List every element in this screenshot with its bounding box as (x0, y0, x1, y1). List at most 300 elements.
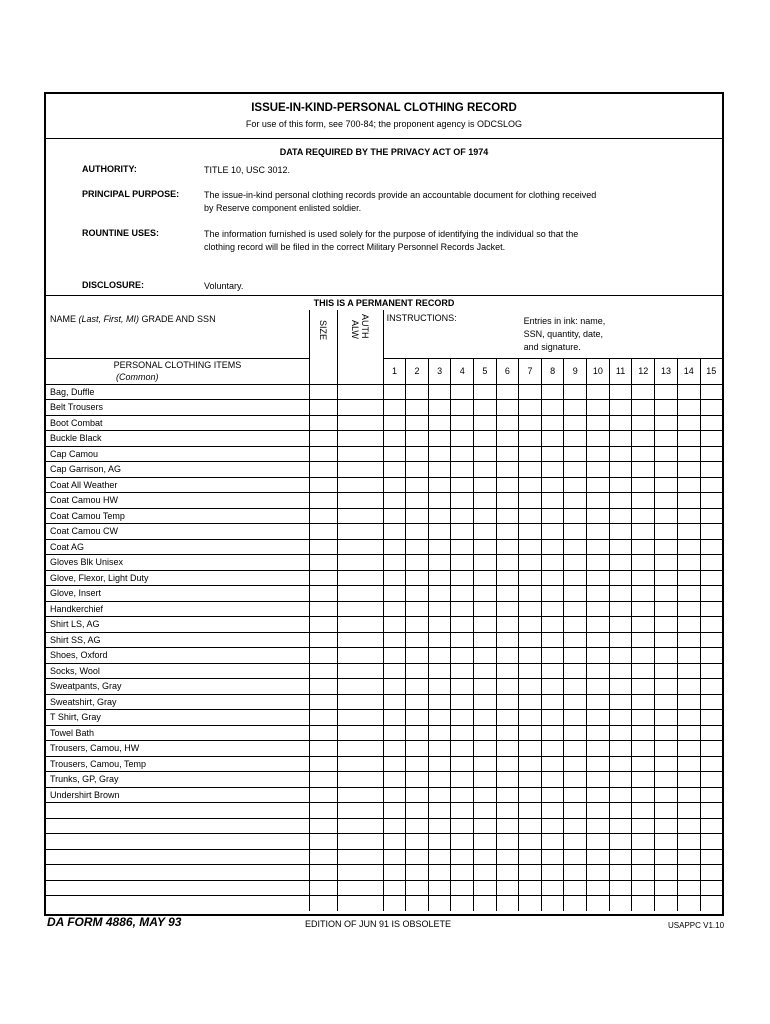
size-cell[interactable] (309, 586, 337, 602)
issue-cell[interactable] (428, 570, 451, 586)
auth-alw-cell[interactable] (337, 818, 383, 834)
size-cell[interactable] (309, 648, 337, 664)
issue-cell[interactable] (564, 880, 587, 896)
issue-cell[interactable] (496, 539, 519, 555)
size-cell[interactable] (309, 601, 337, 617)
issue-cell[interactable] (474, 803, 497, 819)
issue-cell[interactable] (451, 555, 474, 571)
issue-cell[interactable] (564, 524, 587, 540)
issue-cell[interactable] (541, 431, 564, 447)
issue-cell[interactable] (406, 849, 429, 865)
issue-cell[interactable] (587, 818, 610, 834)
issue-cell[interactable] (587, 648, 610, 664)
issue-cell[interactable] (383, 787, 406, 803)
issue-cell[interactable] (519, 524, 542, 540)
size-cell[interactable] (309, 849, 337, 865)
size-cell[interactable] (309, 772, 337, 788)
auth-alw-cell[interactable] (337, 431, 383, 447)
issue-cell[interactable] (655, 539, 678, 555)
size-cell[interactable] (309, 896, 337, 911)
auth-alw-cell[interactable] (337, 710, 383, 726)
issue-cell[interactable] (700, 462, 722, 478)
issue-cell[interactable] (609, 601, 632, 617)
issue-cell[interactable] (609, 617, 632, 633)
issue-cell[interactable] (609, 865, 632, 881)
issue-cell[interactable] (406, 400, 429, 416)
issue-cell[interactable] (541, 803, 564, 819)
issue-cell[interactable] (496, 524, 519, 540)
issue-cell[interactable] (406, 617, 429, 633)
issue-cell[interactable] (632, 400, 655, 416)
issue-cell[interactable] (519, 477, 542, 493)
issue-cell[interactable] (564, 663, 587, 679)
issue-cell[interactable] (474, 555, 497, 571)
issue-cell[interactable] (383, 555, 406, 571)
issue-cell[interactable] (587, 462, 610, 478)
auth-alw-cell[interactable] (337, 694, 383, 710)
issue-cell[interactable] (451, 493, 474, 509)
issue-cell[interactable] (451, 834, 474, 850)
issue-cell[interactable] (587, 524, 610, 540)
size-cell[interactable] (309, 524, 337, 540)
issue-cell[interactable] (383, 462, 406, 478)
issue-cell[interactable] (700, 446, 722, 462)
issue-cell[interactable] (609, 756, 632, 772)
issue-cell[interactable] (632, 384, 655, 400)
issue-cell[interactable] (383, 384, 406, 400)
issue-cell[interactable] (564, 725, 587, 741)
issue-cell[interactable] (677, 446, 700, 462)
issue-cell[interactable] (587, 493, 610, 509)
issue-cell[interactable] (496, 772, 519, 788)
issue-cell[interactable] (541, 663, 564, 679)
issue-cell[interactable] (451, 849, 474, 865)
issue-cell[interactable] (609, 384, 632, 400)
issue-cell[interactable] (496, 679, 519, 695)
issue-cell[interactable] (655, 663, 678, 679)
issue-cell[interactable] (496, 880, 519, 896)
issue-cell[interactable] (564, 555, 587, 571)
issue-cell[interactable] (655, 741, 678, 757)
issue-cell[interactable] (700, 725, 722, 741)
issue-cell[interactable] (564, 710, 587, 726)
issue-cell[interactable] (451, 725, 474, 741)
issue-cell[interactable] (474, 865, 497, 881)
issue-cell[interactable] (609, 834, 632, 850)
issue-cell[interactable] (700, 493, 722, 509)
issue-cell[interactable] (428, 725, 451, 741)
issue-cell[interactable] (609, 880, 632, 896)
issue-cell[interactable] (383, 431, 406, 447)
issue-cell[interactable] (609, 648, 632, 664)
issue-cell[interactable] (609, 493, 632, 509)
issue-cell[interactable] (700, 663, 722, 679)
issue-cell[interactable] (655, 415, 678, 431)
auth-alw-cell[interactable] (337, 400, 383, 416)
issue-cell[interactable] (564, 849, 587, 865)
auth-alw-cell[interactable] (337, 415, 383, 431)
issue-cell[interactable] (587, 617, 610, 633)
issue-cell[interactable] (609, 524, 632, 540)
issue-cell[interactable] (632, 632, 655, 648)
issue-cell[interactable] (496, 803, 519, 819)
issue-cell[interactable] (474, 508, 497, 524)
issue-cell[interactable] (677, 772, 700, 788)
issue-cell[interactable] (519, 787, 542, 803)
issue-cell[interactable] (632, 617, 655, 633)
issue-cell[interactable] (428, 694, 451, 710)
issue-cell[interactable] (677, 431, 700, 447)
issue-cell[interactable] (587, 787, 610, 803)
issue-cell[interactable] (406, 539, 429, 555)
issue-cell[interactable] (564, 756, 587, 772)
issue-cell[interactable] (609, 508, 632, 524)
issue-cell[interactable] (700, 849, 722, 865)
issue-cell[interactable] (632, 539, 655, 555)
auth-alw-cell[interactable] (337, 648, 383, 664)
issue-cell[interactable] (655, 462, 678, 478)
issue-cell[interactable] (451, 570, 474, 586)
issue-cell[interactable] (677, 865, 700, 881)
auth-alw-cell[interactable] (337, 524, 383, 540)
size-cell[interactable] (309, 415, 337, 431)
issue-cell[interactable] (474, 756, 497, 772)
issue-cell[interactable] (519, 741, 542, 757)
issue-cell[interactable] (474, 663, 497, 679)
issue-cell[interactable] (632, 570, 655, 586)
issue-cell[interactable] (541, 772, 564, 788)
issue-cell[interactable] (496, 663, 519, 679)
issue-cell[interactable] (519, 415, 542, 431)
issue-cell[interactable] (541, 648, 564, 664)
issue-cell[interactable] (632, 679, 655, 695)
issue-cell[interactable] (519, 834, 542, 850)
issue-cell[interactable] (496, 477, 519, 493)
issue-cell[interactable] (632, 508, 655, 524)
issue-cell[interactable] (428, 663, 451, 679)
issue-cell[interactable] (519, 648, 542, 664)
issue-cell[interactable] (428, 787, 451, 803)
issue-cell[interactable] (383, 849, 406, 865)
issue-cell[interactable] (541, 477, 564, 493)
issue-cell[interactable] (428, 539, 451, 555)
issue-cell[interactable] (632, 849, 655, 865)
size-cell[interactable] (309, 462, 337, 478)
issue-cell[interactable] (587, 446, 610, 462)
issue-cell[interactable] (406, 710, 429, 726)
issue-cell[interactable] (451, 586, 474, 602)
issue-cell[interactable] (406, 648, 429, 664)
issue-cell[interactable] (451, 508, 474, 524)
issue-cell[interactable] (700, 431, 722, 447)
issue-cell[interactable] (632, 741, 655, 757)
issue-cell[interactable] (587, 663, 610, 679)
auth-alw-cell[interactable] (337, 725, 383, 741)
issue-cell[interactable] (406, 679, 429, 695)
issue-cell[interactable] (632, 834, 655, 850)
issue-cell[interactable] (383, 601, 406, 617)
issue-cell[interactable] (677, 632, 700, 648)
issue-cell[interactable] (677, 725, 700, 741)
issue-cell[interactable] (677, 415, 700, 431)
issue-cell[interactable] (451, 865, 474, 881)
issue-cell[interactable] (428, 834, 451, 850)
issue-cell[interactable] (632, 431, 655, 447)
issue-cell[interactable] (451, 787, 474, 803)
auth-alw-cell[interactable] (337, 617, 383, 633)
issue-cell[interactable] (451, 772, 474, 788)
auth-alw-cell[interactable] (337, 632, 383, 648)
issue-cell[interactable] (655, 679, 678, 695)
issue-cell[interactable] (496, 849, 519, 865)
issue-cell[interactable] (496, 555, 519, 571)
issue-cell[interactable] (496, 601, 519, 617)
issue-cell[interactable] (655, 725, 678, 741)
issue-cell[interactable] (383, 896, 406, 911)
issue-cell[interactable] (519, 849, 542, 865)
issue-cell[interactable] (609, 803, 632, 819)
issue-cell[interactable] (677, 384, 700, 400)
size-cell[interactable] (309, 787, 337, 803)
auth-alw-cell[interactable] (337, 570, 383, 586)
issue-cell[interactable] (474, 601, 497, 617)
issue-cell[interactable] (700, 601, 722, 617)
issue-cell[interactable] (609, 679, 632, 695)
issue-cell[interactable] (496, 710, 519, 726)
size-cell[interactable] (309, 725, 337, 741)
issue-cell[interactable] (451, 431, 474, 447)
issue-cell[interactable] (677, 601, 700, 617)
auth-alw-cell[interactable] (337, 555, 383, 571)
issue-cell[interactable] (496, 446, 519, 462)
issue-cell[interactable] (541, 787, 564, 803)
issue-cell[interactable] (383, 865, 406, 881)
issue-cell[interactable] (564, 694, 587, 710)
issue-cell[interactable] (474, 539, 497, 555)
issue-cell[interactable] (587, 880, 610, 896)
issue-cell[interactable] (655, 865, 678, 881)
issue-cell[interactable] (451, 462, 474, 478)
size-cell[interactable] (309, 632, 337, 648)
issue-cell[interactable] (632, 710, 655, 726)
issue-cell[interactable] (519, 400, 542, 416)
issue-cell[interactable] (383, 725, 406, 741)
size-cell[interactable] (309, 803, 337, 819)
issue-cell[interactable] (474, 772, 497, 788)
issue-cell[interactable] (677, 539, 700, 555)
issue-cell[interactable] (700, 617, 722, 633)
issue-cell[interactable] (587, 772, 610, 788)
issue-cell[interactable] (564, 586, 587, 602)
issue-cell[interactable] (700, 586, 722, 602)
issue-cell[interactable] (496, 834, 519, 850)
issue-cell[interactable] (519, 601, 542, 617)
size-cell[interactable] (309, 384, 337, 400)
size-cell[interactable] (309, 694, 337, 710)
size-cell[interactable] (309, 741, 337, 757)
issue-cell[interactable] (406, 896, 429, 911)
issue-cell[interactable] (700, 787, 722, 803)
issue-cell[interactable] (519, 570, 542, 586)
size-cell[interactable] (309, 570, 337, 586)
issue-cell[interactable] (700, 834, 722, 850)
issue-cell[interactable] (564, 648, 587, 664)
issue-cell[interactable] (632, 756, 655, 772)
issue-cell[interactable] (564, 431, 587, 447)
issue-cell[interactable] (609, 818, 632, 834)
auth-alw-cell[interactable] (337, 601, 383, 617)
issue-cell[interactable] (609, 586, 632, 602)
issue-cell[interactable] (428, 384, 451, 400)
issue-cell[interactable] (677, 508, 700, 524)
issue-cell[interactable] (587, 415, 610, 431)
issue-cell[interactable] (519, 679, 542, 695)
size-cell[interactable] (309, 865, 337, 881)
issue-cell[interactable] (632, 818, 655, 834)
issue-cell[interactable] (677, 462, 700, 478)
issue-cell[interactable] (474, 617, 497, 633)
issue-cell[interactable] (519, 446, 542, 462)
issue-cell[interactable] (655, 586, 678, 602)
issue-cell[interactable] (451, 818, 474, 834)
auth-alw-cell[interactable] (337, 849, 383, 865)
issue-cell[interactable] (541, 834, 564, 850)
issue-cell[interactable] (609, 446, 632, 462)
issue-cell[interactable] (632, 524, 655, 540)
issue-cell[interactable] (519, 772, 542, 788)
issue-cell[interactable] (428, 431, 451, 447)
issue-cell[interactable] (496, 415, 519, 431)
issue-cell[interactable] (564, 818, 587, 834)
issue-cell[interactable] (655, 493, 678, 509)
issue-cell[interactable] (541, 865, 564, 881)
issue-cell[interactable] (474, 880, 497, 896)
issue-cell[interactable] (496, 508, 519, 524)
issue-cell[interactable] (428, 446, 451, 462)
issue-cell[interactable] (677, 849, 700, 865)
issue-cell[interactable] (609, 787, 632, 803)
issue-cell[interactable] (428, 818, 451, 834)
auth-alw-cell[interactable] (337, 663, 383, 679)
issue-cell[interactable] (451, 477, 474, 493)
issue-cell[interactable] (541, 601, 564, 617)
issue-cell[interactable] (655, 834, 678, 850)
issue-cell[interactable] (474, 446, 497, 462)
issue-cell[interactable] (700, 772, 722, 788)
issue-cell[interactable] (587, 679, 610, 695)
issue-cell[interactable] (632, 586, 655, 602)
issue-cell[interactable] (677, 555, 700, 571)
issue-cell[interactable] (519, 710, 542, 726)
issue-cell[interactable] (655, 400, 678, 416)
issue-cell[interactable] (609, 555, 632, 571)
issue-cell[interactable] (632, 462, 655, 478)
issue-cell[interactable] (655, 648, 678, 664)
issue-cell[interactable] (496, 570, 519, 586)
size-cell[interactable] (309, 756, 337, 772)
issue-cell[interactable] (428, 648, 451, 664)
issue-cell[interactable] (609, 663, 632, 679)
auth-alw-cell[interactable] (337, 865, 383, 881)
issue-cell[interactable] (406, 663, 429, 679)
issue-cell[interactable] (541, 679, 564, 695)
issue-cell[interactable] (406, 741, 429, 757)
issue-cell[interactable] (700, 539, 722, 555)
issue-cell[interactable] (383, 477, 406, 493)
issue-cell[interactable] (655, 632, 678, 648)
issue-cell[interactable] (474, 384, 497, 400)
issue-cell[interactable] (496, 741, 519, 757)
issue-cell[interactable] (428, 617, 451, 633)
auth-alw-cell[interactable] (337, 539, 383, 555)
issue-cell[interactable] (428, 555, 451, 571)
issue-cell[interactable] (564, 741, 587, 757)
issue-cell[interactable] (700, 818, 722, 834)
auth-alw-cell[interactable] (337, 880, 383, 896)
issue-cell[interactable] (541, 756, 564, 772)
issue-cell[interactable] (406, 756, 429, 772)
issue-cell[interactable] (406, 586, 429, 602)
issue-cell[interactable] (474, 431, 497, 447)
issue-cell[interactable] (655, 384, 678, 400)
issue-cell[interactable] (451, 896, 474, 911)
issue-cell[interactable] (428, 493, 451, 509)
issue-cell[interactable] (609, 896, 632, 911)
issue-cell[interactable] (406, 818, 429, 834)
issue-cell[interactable] (496, 865, 519, 881)
issue-cell[interactable] (700, 741, 722, 757)
issue-cell[interactable] (383, 880, 406, 896)
issue-cell[interactable] (383, 694, 406, 710)
issue-cell[interactable] (564, 446, 587, 462)
issue-cell[interactable] (406, 446, 429, 462)
issue-cell[interactable] (655, 508, 678, 524)
issue-cell[interactable] (519, 493, 542, 509)
issue-cell[interactable] (519, 818, 542, 834)
issue-cell[interactable] (541, 896, 564, 911)
issue-cell[interactable] (609, 477, 632, 493)
issue-cell[interactable] (632, 725, 655, 741)
issue-cell[interactable] (632, 446, 655, 462)
issue-cell[interactable] (587, 865, 610, 881)
issue-cell[interactable] (564, 539, 587, 555)
issue-cell[interactable] (406, 384, 429, 400)
issue-cell[interactable] (564, 617, 587, 633)
issue-cell[interactable] (655, 446, 678, 462)
issue-cell[interactable] (541, 617, 564, 633)
issue-cell[interactable] (587, 756, 610, 772)
issue-cell[interactable] (587, 555, 610, 571)
issue-cell[interactable] (564, 462, 587, 478)
issue-cell[interactable] (541, 570, 564, 586)
issue-cell[interactable] (428, 849, 451, 865)
issue-cell[interactable] (519, 725, 542, 741)
issue-cell[interactable] (451, 446, 474, 462)
issue-cell[interactable] (564, 570, 587, 586)
issue-cell[interactable] (519, 896, 542, 911)
issue-cell[interactable] (383, 586, 406, 602)
auth-alw-cell[interactable] (337, 462, 383, 478)
issue-cell[interactable] (587, 834, 610, 850)
issue-cell[interactable] (677, 694, 700, 710)
issue-cell[interactable] (428, 880, 451, 896)
issue-cell[interactable] (541, 462, 564, 478)
issue-cell[interactable] (632, 648, 655, 664)
auth-alw-cell[interactable] (337, 446, 383, 462)
auth-alw-cell[interactable] (337, 493, 383, 509)
issue-cell[interactable] (609, 772, 632, 788)
issue-cell[interactable] (383, 415, 406, 431)
